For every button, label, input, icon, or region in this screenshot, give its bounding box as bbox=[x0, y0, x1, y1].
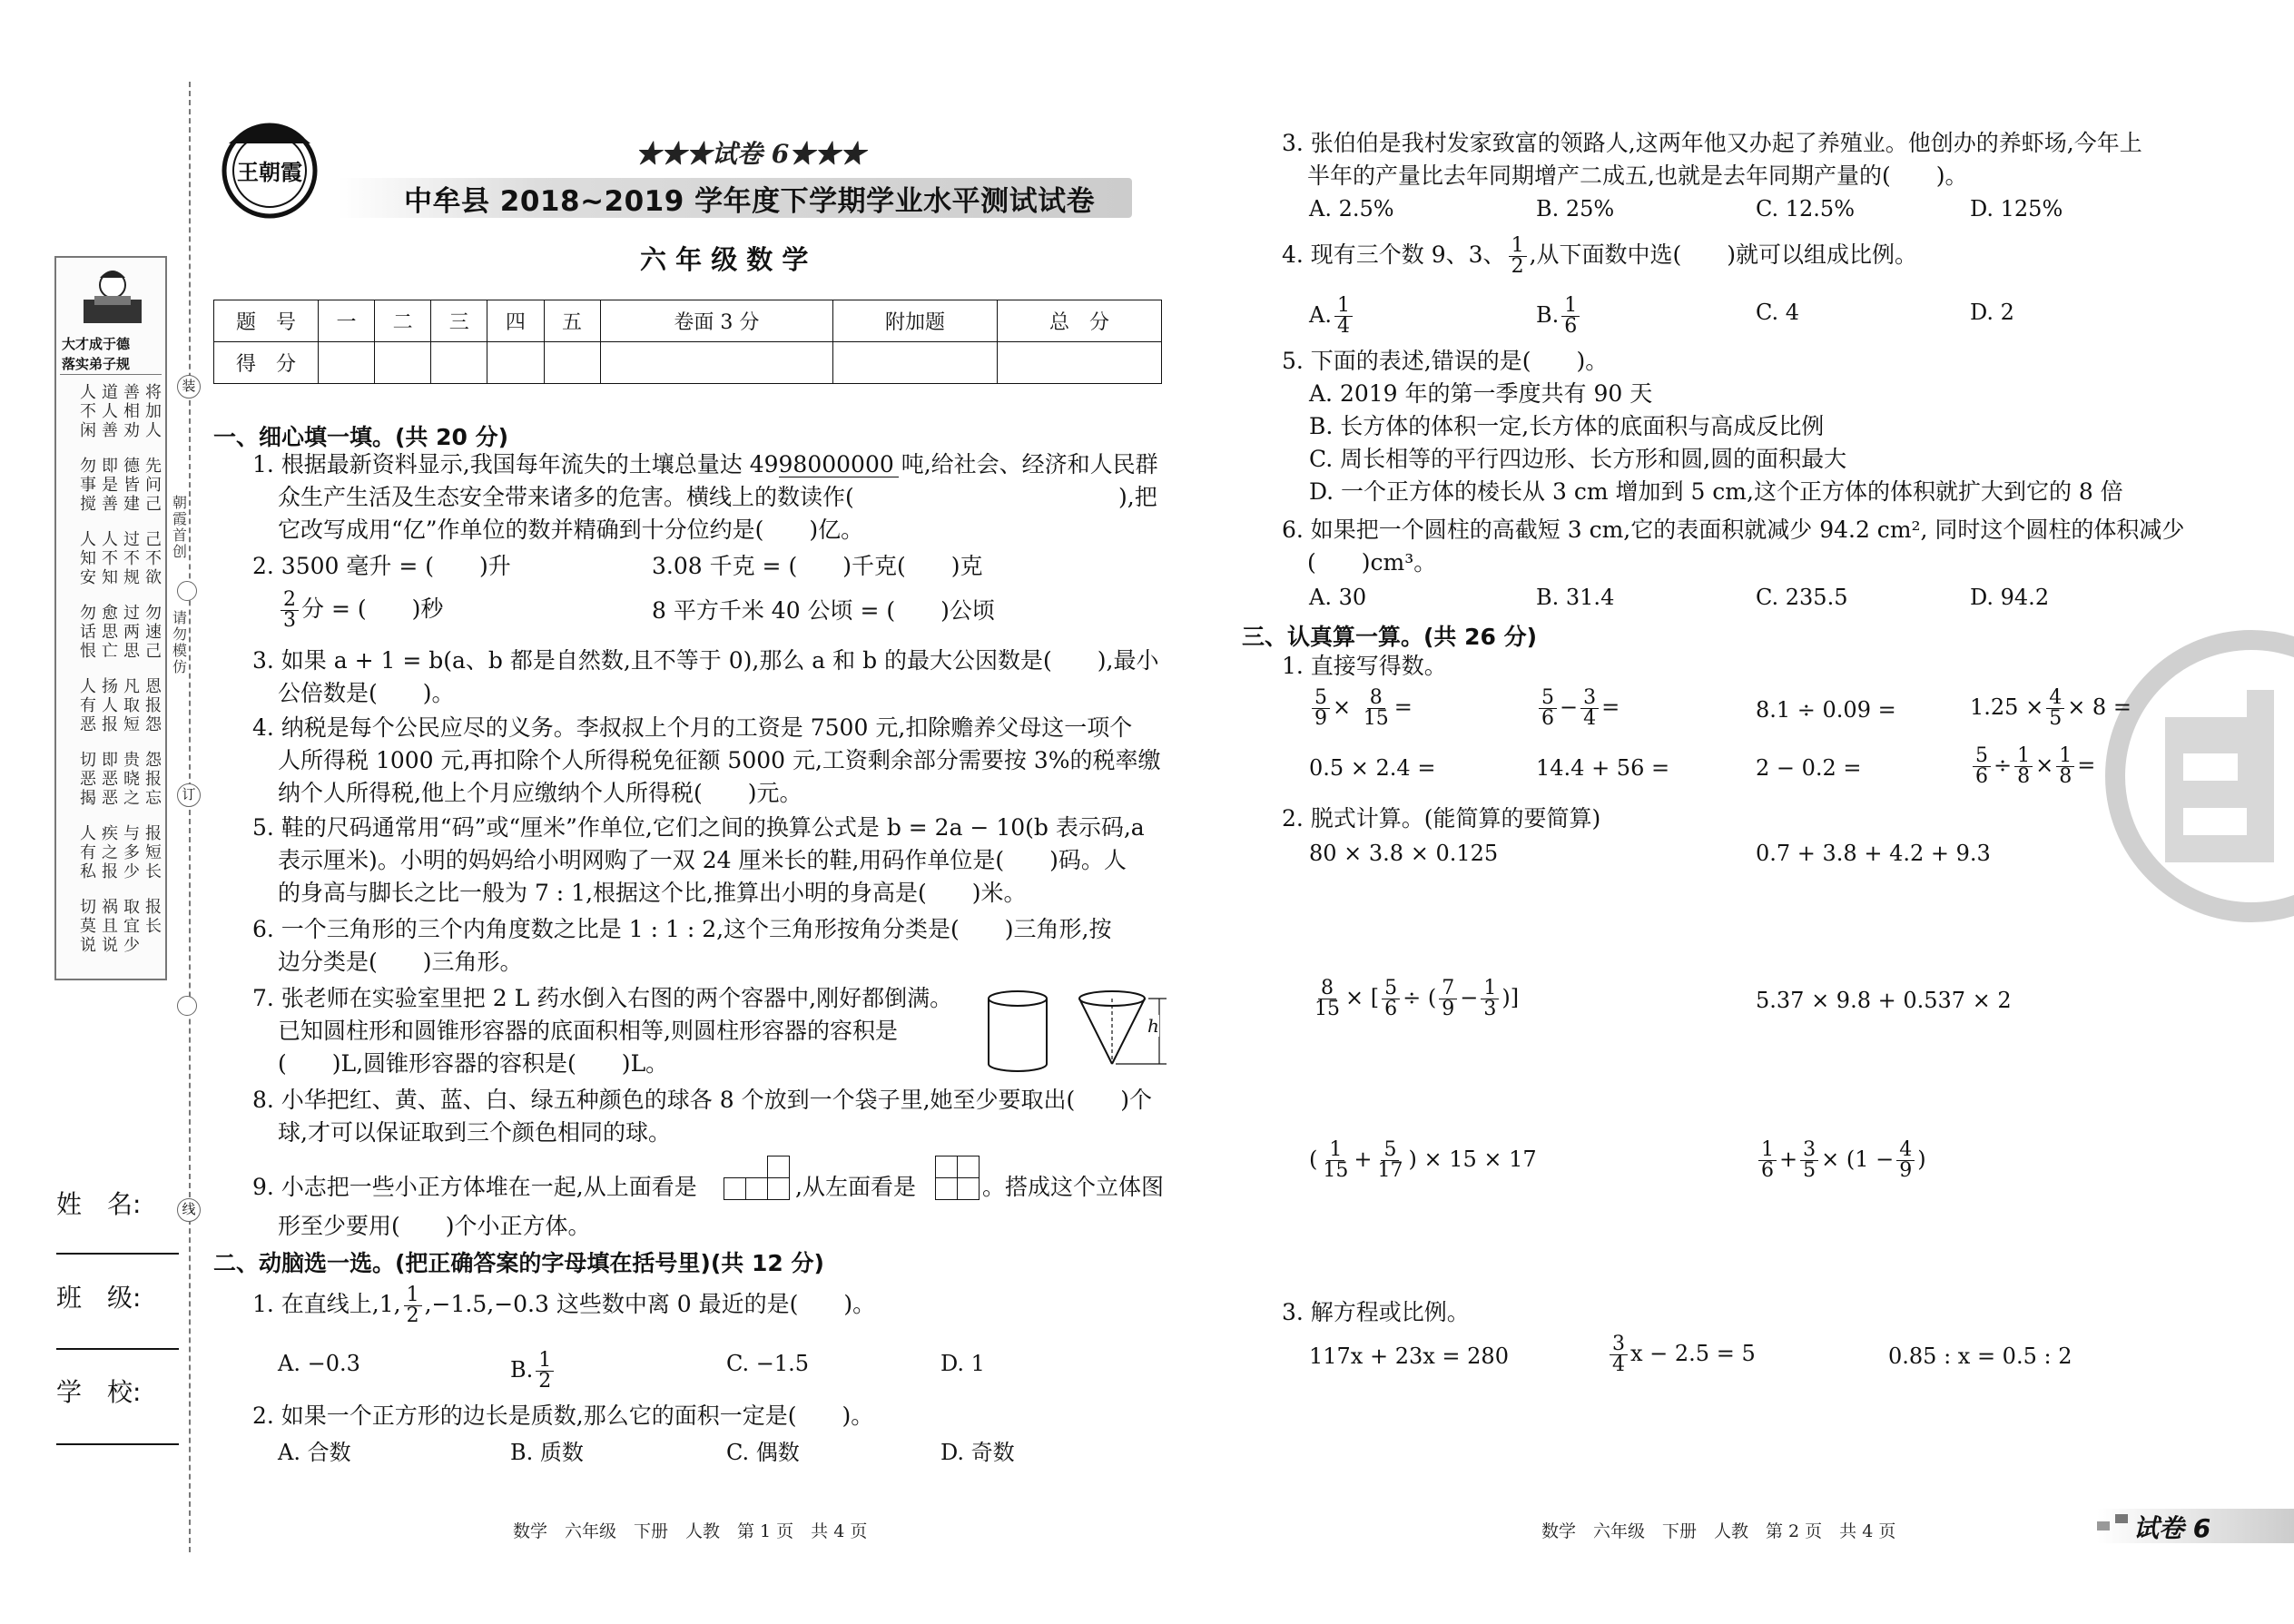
cylinder-cone-diagram bbox=[985, 986, 1171, 1077]
top-view-square bbox=[745, 1177, 768, 1200]
equation-2: $\frac{3}{4}$ x − 2.5 = 5 bbox=[1607, 1334, 1756, 1375]
q7-line1: 7. 张老师在实验室里把 2 L 药水倒入右图的两个容器中,刚好都倒满。 bbox=[252, 985, 953, 1011]
q4-line2: 人所得税 1000 元,再扣除个人所得税免征额 5000 元,工资剩余部分需要按 3%的税率缴 bbox=[278, 747, 1161, 773]
sidebar-motto-column: 愈思亡 bbox=[102, 604, 118, 661]
calc-2d: 5.37 × 9.8 + 0.537 × 2 bbox=[1756, 988, 2012, 1013]
q4-line1: 4. 纳税是每个公民应尽的义务。李叔叔上个月的工资是 7500 元,扣除赡养父母这一项个 bbox=[252, 714, 1133, 741]
calc-2e: ( $\frac{1}{15}$ + $\frac{5}{17}$ ) × 15 × 17 bbox=[1309, 1138, 1537, 1182]
sidebar-motto-column: 道人善 bbox=[102, 383, 118, 440]
q1-line3: 它改写成用“亿”作单位的数并精确到十分位约是( )亿。 bbox=[278, 517, 864, 543]
score-input-cell[interactable] bbox=[600, 342, 832, 384]
class-label: 班 级: bbox=[56, 1283, 142, 1313]
s2-q4-option-d[interactable]: D. 2 bbox=[1970, 300, 2014, 325]
q8-line1: 8. 小华把红、黄、蓝、白、绿五种颜色的球各 8 个放到一个袋子里,她至少要取出( )个 bbox=[252, 1087, 1153, 1113]
q5-line3: 的身高与脚长之比一般为 7 : 1,根据这个比,推算出小明的身高是( )米。 bbox=[278, 880, 1027, 906]
publisher-logo-icon bbox=[211, 107, 329, 225]
footer-tag-mark bbox=[2115, 1514, 2128, 1523]
s2-q4-option-a[interactable]: A. $\frac{1}{4}$ bbox=[1309, 296, 1355, 337]
top-view-square bbox=[767, 1177, 790, 1200]
score-table-score-row bbox=[214, 342, 1162, 384]
sidebar-motto-column: 取宜少 bbox=[123, 898, 140, 955]
sidebar-motto-column: 人知安 bbox=[80, 530, 96, 587]
s3-part1-title: 1. 直接写得数。 bbox=[1282, 653, 1447, 679]
q7-line2: 已知圆柱形和圆锥形容器的底面积相等,则圆柱形容器的容积是 bbox=[278, 1018, 898, 1044]
exam-title: 中牟县 2018~2019 学年度下学期学业水平测试试卷 bbox=[404, 185, 1096, 218]
secret-watermark-icon bbox=[2092, 626, 2294, 926]
school-label: 学 校: bbox=[56, 1377, 142, 1407]
sidebar-motto-column: 疾之报 bbox=[102, 824, 118, 881]
vertical-note-1: 朝霞首创 bbox=[172, 494, 188, 560]
class-field[interactable] bbox=[56, 1348, 179, 1350]
s2-q2-option-a[interactable]: A. 合数 bbox=[278, 1440, 351, 1465]
score-header-cell: 四 bbox=[487, 300, 544, 342]
score-header-cell: 题 号 bbox=[214, 300, 319, 342]
calc-1a: $\frac{5}{9}$ × $\frac{8}{15}$ = bbox=[1309, 688, 1413, 729]
s2-q5-option-a[interactable]: A. 2019 年的第一季度共有 90 天 bbox=[1309, 380, 1653, 407]
score-header-cell: 二 bbox=[375, 300, 431, 342]
top-view-square bbox=[767, 1156, 790, 1178]
footer-right: 数学 六年级 下册 人教 第 2 页 共 4 页 bbox=[1541, 1521, 1896, 1541]
sidebar-motto-column: 善相劝 bbox=[123, 383, 140, 440]
q7-line3: ( )L,圆锥形容器的容积是( )L。 bbox=[278, 1050, 669, 1077]
score-input-cell[interactable] bbox=[544, 342, 600, 384]
s2-q4-option-b[interactable]: B. $\frac{1}{6}$ bbox=[1536, 296, 1582, 337]
sidebar-motto-column: 凡取短 bbox=[123, 677, 140, 734]
calc-2b: 0.7 + 3.8 + 4.2 + 9.3 bbox=[1756, 841, 1991, 866]
s2-q6-line2: ( )cm³。 bbox=[1307, 549, 1437, 576]
q1-line1: 1. 根据最新资料显示,我国每年流失的土壤总量达 4998000000 吨,给社会、经济和人民群 bbox=[252, 451, 1158, 477]
sidebar-motto-column: 即是善 bbox=[102, 457, 118, 514]
q5-line1: 5. 鞋的尺码通常用“码”或“厘米”作单位,它们之间的换算公式是 b = 2a − 10(b 表示码,a bbox=[252, 814, 1145, 841]
sidebar-motto-column: 扬人报 bbox=[102, 677, 118, 734]
sidebar-motto-column: 勿话恨 bbox=[80, 604, 96, 661]
s2-q3-option-a[interactable]: A. 2.5% bbox=[1309, 196, 1394, 221]
calc-2c: $\frac{8}{15}$ × [ $\frac{5}{6}$ ÷ ( $\frac{7}{9}$ − $\frac{1}{3}$ )] bbox=[1314, 977, 1520, 1020]
sidebar-motto-column: 先问己 bbox=[145, 457, 162, 514]
q2-part-a: 2. 3500 毫升 = ( )升 bbox=[252, 553, 511, 579]
s2-q6-option-a[interactable]: A. 30 bbox=[1309, 585, 1367, 610]
s2-q4-text: 4. 现有三个数 9、3、 $\frac{1}{2}$ ,从下面数中选( )就可以组成比例。 bbox=[1282, 234, 1918, 278]
q2-part-b: 3.08 千克 = ( )千克( )克 bbox=[652, 553, 983, 579]
sidebar-motto-column: 人有私 bbox=[80, 824, 96, 881]
sidebar-motto-column: 与多少 bbox=[123, 824, 140, 881]
score-header-cell: 三 bbox=[431, 300, 487, 342]
binding-hole-icon bbox=[177, 581, 197, 601]
svg-text:王朝霞: 王朝霞 bbox=[237, 159, 302, 185]
sidebar-motto-column: 勿事搅 bbox=[80, 457, 96, 514]
sidebar-motto-column: 德皆建 bbox=[123, 457, 140, 514]
school-field[interactable] bbox=[56, 1443, 179, 1445]
sidebar-motto-column: 过不规 bbox=[123, 530, 140, 587]
calc-2a: 80 × 3.8 × 0.125 bbox=[1309, 841, 1499, 866]
q1-line2: 众生产生活及生态安全带来诸多的危害。横线上的数读作( bbox=[278, 484, 854, 510]
s2-q5-option-b[interactable]: B. 长方体的体积一定,长方体的底面积与高成反比例 bbox=[1309, 413, 1825, 439]
left-view-square bbox=[957, 1177, 980, 1200]
sidebar-motto-column: 切莫说 bbox=[80, 898, 96, 955]
binding-hole-icon bbox=[177, 996, 197, 1016]
seal-char-3: 线 bbox=[177, 1198, 201, 1222]
left-view-square bbox=[957, 1156, 980, 1178]
q9-part-a: 9. 小志把一些小正方体堆在一起,从上面看是 bbox=[252, 1174, 697, 1200]
sidebar-motto-column: 过两思 bbox=[123, 604, 140, 661]
left-view-square bbox=[935, 1177, 958, 1200]
s2-q5-option-c[interactable]: C. 周长相等的平行四边形、长方形和圆,圆的面积最大 bbox=[1309, 446, 1847, 472]
binding-dashed-line bbox=[189, 82, 191, 1552]
score-input-cell[interactable] bbox=[997, 342, 1161, 384]
calc-1g: 2 − 0.2 = bbox=[1756, 755, 1862, 781]
equation-3: 0.85 : x = 0.5 : 2 bbox=[1888, 1343, 2072, 1369]
score-input-cell[interactable] bbox=[833, 342, 998, 384]
s2-q5-option-d[interactable]: D. 一个正方体的棱长从 3 cm 增加到 5 cm,这个正方体的体积就扩大到它的 8 倍 bbox=[1309, 478, 2123, 505]
sidebar-motto-panel bbox=[54, 256, 167, 980]
q9-part-b: ,从左面看是 bbox=[795, 1174, 916, 1200]
exam-subtitle: 六 年 级 数 学 bbox=[640, 244, 809, 275]
q6-line2: 边分类是( )三角形。 bbox=[278, 949, 523, 975]
q8-line2: 球,才可以保证取到三个颜色相同的球。 bbox=[278, 1119, 671, 1146]
top-view-square bbox=[724, 1177, 746, 1200]
seal-char-1: 装 bbox=[177, 375, 201, 399]
score-header-cell: 五 bbox=[544, 300, 600, 342]
name-label: 姓 名: bbox=[56, 1189, 142, 1219]
s2-q3-option-d[interactable]: D. 125% bbox=[1970, 196, 2063, 221]
sidebar-motto-column: 报短长 bbox=[145, 824, 162, 881]
s2-q2-option-b[interactable]: B. 质数 bbox=[510, 1440, 584, 1465]
q4-line3: 纳个人所得税,他上个月应缴纳个人所得税( )元。 bbox=[278, 780, 802, 806]
test-number-banner: ★★★试卷 6★★★ bbox=[635, 139, 866, 169]
sidebar-motto-column: 祸且说 bbox=[102, 898, 118, 955]
vertical-note-2: 请勿模仿 bbox=[172, 609, 188, 675]
score-input-cell[interactable] bbox=[375, 342, 431, 384]
calc-1e: 0.5 × 2.4 = bbox=[1309, 755, 1436, 781]
score-header-cell: 总 分 bbox=[997, 300, 1161, 342]
score-input-cell[interactable] bbox=[431, 342, 487, 384]
q9-part-c: 。搭成这个立体图 bbox=[982, 1174, 1165, 1200]
score-table bbox=[213, 300, 1162, 384]
score-table-header-row bbox=[214, 300, 1162, 342]
s2-q1-text: 1. 在直线上,1, $\frac{1}{2}$ ,−1.5,−0.3 这些数中离 0 最近的是( )。 bbox=[252, 1284, 876, 1327]
calc-2f: $\frac{1}{6}$ + $\frac{3}{5}$ × (1 − $\frac{4}{9}$ ) bbox=[1756, 1140, 1926, 1181]
scholar-figure-icon bbox=[76, 265, 149, 329]
sidebar-motto-column: 勿速己 bbox=[145, 604, 162, 661]
s2-q6-option-c[interactable]: C. 235.5 bbox=[1756, 585, 1848, 610]
sidebar-motto-column: 人不闲 bbox=[80, 383, 96, 440]
calc-1b: $\frac{5}{6}$ − $\frac{3}{4}$ = bbox=[1536, 688, 1620, 729]
s2-q2-option-c[interactable]: C. 偶数 bbox=[726, 1440, 800, 1465]
s2-q3-option-c[interactable]: C. 12.5% bbox=[1756, 196, 1856, 221]
section3-title: 三、认真算一算。(共 26 分) bbox=[1242, 624, 1538, 650]
name-field[interactable] bbox=[56, 1253, 179, 1255]
s2-q1-option-b[interactable]: B. $\frac{1}{2}$ bbox=[510, 1351, 556, 1392]
s2-q3-line1: 3. 张伯伯是我村发家致富的领路人,这两年他又办起了养殖业。他创办的养虾场,今年上 bbox=[1282, 130, 2142, 156]
section1-title: 一、细心填一填。(共 20 分) bbox=[213, 424, 509, 450]
sidebar-motto-column: 切恶揭 bbox=[80, 751, 96, 808]
s2-q3-line2: 半年的产量比去年同期增产二成五,也就是去年同期产量的( )。 bbox=[1307, 162, 1968, 189]
q9-part-d: 形至少要用( )个小正方体。 bbox=[278, 1213, 591, 1239]
sidebar-motto-2: 落实弟子规 bbox=[62, 356, 131, 372]
left-view-square bbox=[935, 1156, 958, 1178]
sidebar-motto-column: 将加人 bbox=[145, 383, 162, 440]
q6-line1: 6. 一个三角形的三个内角度数之比是 1 : 1 : 2,这个三角形按角分类是( )三角形,按 bbox=[252, 916, 1112, 942]
s3-part2-title: 2. 脱式计算。(能简算的要简算) bbox=[1282, 805, 1601, 832]
score-header-cell: 附加题 bbox=[833, 300, 998, 342]
sidebar-motto-column: 怨报忘 bbox=[145, 751, 162, 808]
score-header-cell: 一 bbox=[319, 300, 375, 342]
sidebar-motto-column: 人有恶 bbox=[80, 677, 96, 734]
calc-1f: 14.4 + 56 = bbox=[1536, 755, 1670, 781]
s2-q6-option-b[interactable]: B. 31.4 bbox=[1536, 585, 1615, 610]
score-input-cell[interactable] bbox=[319, 342, 375, 384]
s2-q1-option-c[interactable]: C. −1.5 bbox=[726, 1351, 810, 1376]
q1-line2-end: ),把 bbox=[1118, 484, 1157, 510]
s2-q2-option-d[interactable]: D. 奇数 bbox=[940, 1440, 1015, 1465]
s2-q6-line1: 6. 如果把一个圆柱的高截短 3 cm,它的表面积就减少 94.2 cm², 同时这个圆柱的体积减少 bbox=[1282, 517, 2185, 543]
sidebar-motto-column: 人不知 bbox=[102, 530, 118, 587]
sidebar-motto-column: 即恶恶 bbox=[102, 751, 118, 808]
q3-line2: 公倍数是( )。 bbox=[278, 680, 455, 706]
sidebar-motto-column: 恩报怨 bbox=[145, 677, 162, 734]
s2-q4-option-c[interactable]: C. 4 bbox=[1756, 300, 1800, 325]
calc-1h: $\frac{5}{6}$ ÷ $\frac{1}{8}$ × $\frac{1}{8}$ = bbox=[1970, 746, 2095, 787]
s2-q2-text: 2. 如果一个正方形的边长是质数,那么它的面积一定是( )。 bbox=[252, 1403, 874, 1429]
q2-part-d: 8 平方千米 40 公顷 = ( )公顷 bbox=[652, 597, 995, 624]
footer-left: 数学 六年级 下册 人教 第 1 页 共 4 页 bbox=[513, 1521, 868, 1541]
score-input-cell[interactable] bbox=[487, 342, 544, 384]
footer-test-tag: 试卷 6 bbox=[2133, 1513, 2211, 1543]
section2-title: 二、动脑选一选。(把正确答案的字母填在括号里)(共 12 分) bbox=[213, 1250, 824, 1276]
s2-q5-text: 5. 下面的表述,错误的是( )。 bbox=[1282, 348, 1609, 374]
sidebar-motto-column: 报长 bbox=[145, 898, 162, 936]
score-header-cell: 卷面 3 分 bbox=[600, 300, 832, 342]
footer-tag-mark bbox=[2097, 1521, 2110, 1530]
score-label-cell: 得 分 bbox=[214, 342, 319, 384]
q2-part-c: $\frac{2}{3}$ 分 = ( )秒 bbox=[278, 590, 443, 631]
equation-1: 117x + 23x = 280 bbox=[1309, 1343, 1509, 1369]
s2-q6-option-d[interactable]: D. 94.2 bbox=[1970, 585, 2050, 610]
sidebar-motto-1: 大才成于德 bbox=[62, 336, 131, 352]
s2-q3-option-b[interactable]: B. 25% bbox=[1536, 196, 1615, 221]
calc-1c: 8.1 ÷ 0.09 = bbox=[1756, 697, 1896, 723]
sidebar-motto-column: 贵晓之 bbox=[123, 751, 140, 808]
calc-1d: 1.25 × $\frac{4}{5}$ × 8 = bbox=[1970, 686, 2132, 730]
s3-part3-title: 3. 解方程或比例。 bbox=[1282, 1299, 1470, 1325]
s2-q1-option-d[interactable]: D. 1 bbox=[940, 1351, 985, 1376]
sidebar-motto-column: 己不欲 bbox=[145, 530, 162, 587]
seal-char-2: 订 bbox=[177, 783, 201, 807]
q5-line2: 表示厘米)。小明的妈妈给小明网购了一双 24 厘米长的鞋,用码作单位是( )码。人 bbox=[278, 847, 1127, 873]
q3-line1: 3. 如果 a + 1 = b(a、b 都是自然数,且不等于 0),那么 a 和 b 的最大公因数是( ),最小 bbox=[252, 647, 1159, 674]
height-label: h bbox=[1147, 1015, 1159, 1037]
s2-q1-option-a[interactable]: A. −0.3 bbox=[278, 1351, 360, 1376]
